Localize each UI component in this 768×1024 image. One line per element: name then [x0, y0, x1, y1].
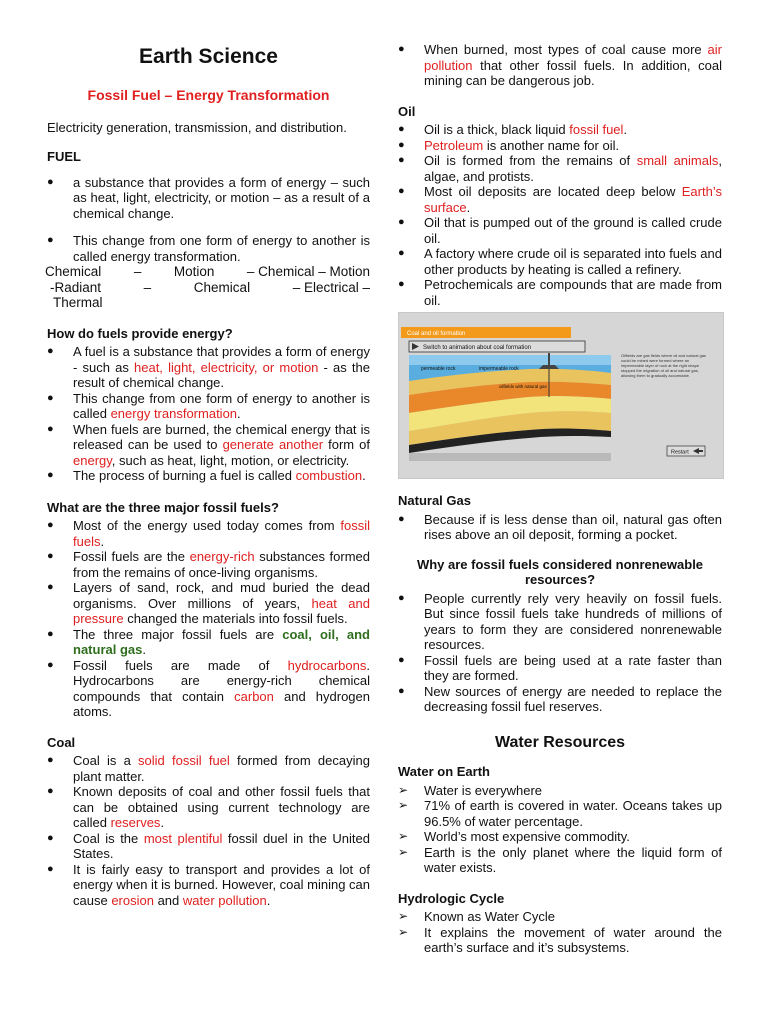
oil-heading: Oil [398, 103, 416, 119]
hydro-heading: Hydrologic Cycle [398, 890, 505, 906]
coal-list-continued [398, 42, 722, 89]
list-item: ➢ Known as Water Cycle [398, 909, 722, 925]
water-list [398, 783, 722, 876]
why-heading: Why are fossil fuels considered nonrenewable resources? [416, 556, 704, 587]
intro-paragraph: Electricity generation, transmission, and distribution. [47, 119, 347, 135]
restart-label: Restart [671, 449, 689, 456]
coal-list [47, 753, 370, 908]
how-list [47, 344, 370, 484]
list-item: ● This change from one form of energy to another is called energy transformation. [47, 233, 370, 264]
fuel-list [47, 175, 370, 265]
water-heading: Water on Earth [398, 764, 490, 779]
chain-word: Chemical [45, 264, 102, 279]
gas-heading: Natural Gas [398, 493, 471, 508]
list-item: ➢ It explains the movement of water around the earth’s surface and it’s subsystems. [398, 925, 722, 956]
list-item: ● The three major fossil fuels are coal, oil, and natural gas. [47, 627, 370, 658]
label-impermeable-rock: impermeable rock [479, 366, 519, 372]
energy-chain-line-1 [45, 264, 370, 280]
chain-word: -Radiant [50, 279, 102, 295]
chain-word: – Chemical – Motion [246, 264, 370, 279]
list-item: ● Coal is a solid fossil fuel formed from decaying plant matter. [47, 753, 370, 784]
list-item: ➢ Water is everywhere [398, 783, 722, 799]
list-item: ➢ 71% of earth is covered in water. Oceans takes up 96.5% of water percentage. [398, 798, 722, 829]
list-item: ● A factory where crude oil is separated into fuels and other products by heating is called a refinery. [398, 246, 722, 277]
coal-heading: Coal [47, 734, 76, 750]
three-list [47, 518, 370, 720]
list-item: ● New sources of energy are needed to replace the decreasing fossil fuel reserves. [398, 684, 722, 715]
list-item: ● Coal is the most plentiful fossil duel in the United States. [47, 831, 370, 862]
list-item: ● a substance that provides a form of energy – such as heat, light, electricity, or motion – as a result of a chemical change. [47, 175, 370, 222]
page-title: Earth Science [139, 45, 278, 68]
list-item: ➢ World’s most expensive commodity. [398, 829, 722, 845]
list-item: ● Petroleum is another name for oil. [398, 138, 722, 154]
hydro-list [398, 909, 722, 956]
list-item: ● People currently rely very heavily on fossil fuels. But since fossil fuels take hundreds of millions of years to form they are considered nonrenewable resources. [398, 591, 722, 653]
energy-chain-line-3: Thermal [53, 295, 103, 310]
list-item: ● Oil that is pumped out of the ground is called crude oil. [398, 215, 722, 246]
energy-chain-line-2 [50, 280, 370, 296]
water-section-title: Water Resources [494, 733, 626, 751]
chain-word: – Electrical – [292, 279, 370, 295]
chain-word: – [143, 279, 152, 295]
how-heading: How do fuels provide energy? [47, 325, 233, 341]
figure-tab-label: Coal and oil formation [407, 331, 466, 337]
left-column [47, 40, 370, 908]
list-item: ● This change from one form of energy to another is called energy transformation. [47, 391, 370, 422]
chain-word: Chemical [193, 279, 251, 295]
chain-word: Motion [173, 264, 215, 279]
list-item: ● Known deposits of coal and other fossil fuels that can be obtained using current technology are called reserves. [47, 784, 370, 831]
list-item: ● A fuel is a substance that provides a form of energy - such as heat, light, electricity, or motion - as the result of chemical change. [47, 344, 370, 391]
list-item: ➢ Earth is the only planet where the liquid form of water exists. [398, 845, 722, 876]
list-item: ● Oil is formed from the remains of small animals, algae, and protists. [398, 153, 722, 184]
list-item: ● Because if is less dense than oil, natural gas often rises above an oil deposit, forming a pocket. [398, 512, 722, 543]
chain-word: – [133, 264, 142, 279]
list-item: ● Fossil fuels are made of hydrocarbons. Hydrocarbons are energy-rich chemical compounds that contain carbon and hydrogen atoms. [47, 658, 370, 720]
list-item: ● Petrochemicals are compounds that are made from oil. [398, 277, 722, 308]
why-list [398, 591, 722, 715]
list-item: ● When burned, most types of coal cause more air pollution that other fossil fuels. In addition, coal mining can be dangerous job. [398, 42, 722, 89]
right-column [398, 42, 722, 956]
list-item: ● Oil is a thick, black liquid fossil fuel. [398, 122, 722, 138]
list-item: ● Fossil fuels are being used at a rate faster than they are formed. [398, 653, 722, 684]
fuel-heading: FUEL [47, 149, 81, 164]
gas-list [398, 512, 722, 543]
three-heading: What are the three major fossil fuels? [47, 499, 279, 515]
list-item: ● Most oil deposits are located deep below Earth’s surface. [398, 184, 722, 215]
coal-oil-formation-figure [398, 312, 724, 479]
label-permeable-rock: permeable rock [421, 366, 456, 372]
list-item: ● Most of the energy used today comes from fossil fuels. [47, 518, 370, 549]
oil-list [398, 122, 722, 308]
label-oilfields: oilfields with natural gas [499, 384, 547, 389]
list-item: ● When fuels are burned, the chemical energy that is released can be used to generate another form of energy, such as heat, light, motion, or electricity. [47, 422, 370, 469]
list-item: ● It is fairly easy to transport and provides a lot of energy when it is burned. However, coal mining can cause erosion and water pollution. [47, 862, 370, 909]
formation-diagram [399, 313, 723, 478]
list-item: ● The process of burning a fuel is called combustion. [47, 468, 370, 484]
switch-animation-label: Switch to animation about coal formation [423, 345, 532, 351]
page-subtitle: Fossil Fuel – Energy Transformation [87, 87, 330, 103]
list-item: ● Layers of sand, rock, and mud buried the dead organisms. Over millions of years, heat and pressure changed the materials into fossil fuels. [47, 580, 370, 627]
figure-side-text: Oilfields are gas fields where oil and natural gas could be mined were formed where an impermeable layer of rock at the right shape stopped the migration of oil and natural gas, allowing them to gradually accumulate. [621, 353, 706, 378]
list-item: ● Fossil fuels are the energy-rich substances formed from the remains of once-living organisms. [47, 549, 370, 580]
